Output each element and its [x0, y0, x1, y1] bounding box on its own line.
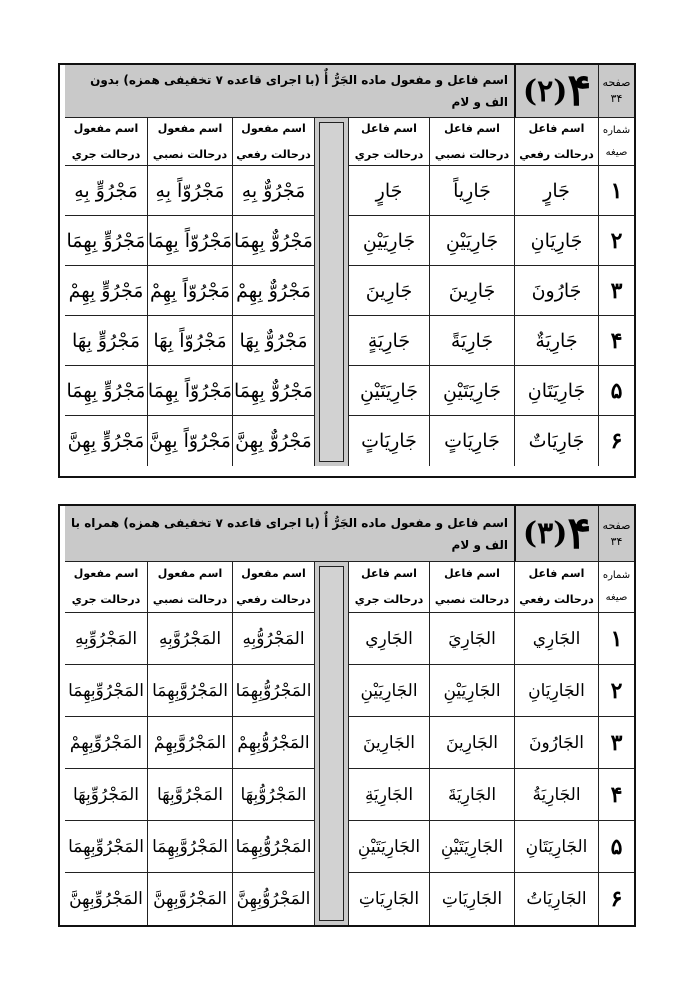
word-form: المَجْرُوِّبِهِمَا — [65, 821, 147, 873]
word-form: الجَارِيَتَانِ — [514, 821, 598, 873]
row-number: ۶ — [598, 873, 634, 925]
column-header — [348, 118, 429, 166]
word-form: المَجْرُوِّبِهِمْ — [65, 717, 147, 769]
word-form: الجَارِيَاتِ — [348, 873, 429, 925]
badge-main: ۴ — [567, 507, 592, 559]
column-header-line1: اسم مفعول — [157, 567, 223, 580]
word-form: جَارِياً — [429, 166, 514, 216]
word-form: الجَارِيَةَ — [429, 769, 514, 821]
column-header — [514, 118, 598, 166]
word-form: مَجْرُوٌّ بِهِ — [232, 166, 314, 216]
word-form: جَارِينَ — [348, 266, 429, 316]
column-header — [348, 562, 429, 613]
word-form: مَجْرُوٍّ بِهِمَا — [65, 216, 147, 266]
word-form: جَارِيَيْنِ — [429, 216, 514, 266]
column-header — [147, 562, 232, 613]
word-form: الجَارِينَ — [348, 717, 429, 769]
column-header — [65, 118, 147, 166]
word-form: مَجْرُوٍّ بِهِ — [65, 166, 147, 216]
word-form: الجَارِي — [348, 613, 429, 665]
page-label: صفحه — [602, 518, 631, 532]
column-header — [65, 562, 147, 613]
column-header-line1: اسم فاعل — [528, 121, 585, 135]
column-header-line2: درحالت نصبي — [152, 593, 228, 606]
word-form: المَجْرُوِّبِهَا — [65, 769, 147, 821]
word-form: المَجْرُوِّبِهِمَا — [65, 665, 147, 717]
word-form: جَارِيَتَانِ — [514, 366, 598, 416]
column-header-line2: صیغه — [605, 146, 628, 158]
word-form: الجَارِينَ — [429, 717, 514, 769]
page-number: ۳۴ — [610, 92, 623, 105]
column-header — [232, 118, 314, 166]
word-form: جَارِينَ — [429, 266, 514, 316]
column-header-line1: اسم مفعول — [241, 121, 306, 135]
word-form: المَجْرُوَّبِهِ — [147, 613, 232, 665]
word-form: جَارٍ — [514, 166, 598, 216]
word-form: مَجْرُوّاً بِهِمَا — [147, 216, 232, 266]
column-divider-inner — [319, 566, 344, 921]
word-form: الجَارِيَيْنِ — [429, 665, 514, 717]
badge-main: ۴ — [567, 65, 592, 116]
word-form: مَجْرُوٌّ بِهِنَّ — [232, 416, 314, 466]
column-header-line1: اسم فاعل — [528, 567, 585, 580]
page-number: ۳۴ — [610, 534, 623, 548]
word-form: جَارِيَيْنِ — [348, 216, 429, 266]
word-form: مَجْرُوٌّ بِهِمَا — [232, 366, 314, 416]
row-number: ۲ — [598, 665, 634, 717]
word-form: جَارِيَاتٍ — [429, 416, 514, 466]
word-form: الجَارُونَ — [514, 717, 598, 769]
conjugation-table-with-al — [58, 504, 636, 927]
word-form: مَجْرُوٌّ بِهَا — [232, 316, 314, 366]
table-title-text: اسم فاعل و مفعول ماده الجَرُّ أٌ (با اجرای قاعده ۷ تخفیفی همزه) همراه با الف و لام — [71, 515, 508, 552]
word-form: مَجْرُوٌّ بِهِمْ — [232, 266, 314, 316]
row-number: ۴ — [598, 316, 634, 366]
word-form: جَارُونَ — [514, 266, 598, 316]
column-header — [232, 562, 314, 613]
word-form: مَجْرُوّاً بِهِ — [147, 166, 232, 216]
row-number: ۵ — [598, 821, 634, 873]
column-header-line1: اسم مفعول — [73, 567, 139, 580]
word-form: جَارٍ — [348, 166, 429, 216]
column-header-line1: اسم مفعول — [157, 121, 223, 135]
row-number: ۴ — [598, 769, 634, 821]
word-form: مَجْرُوّاً بِهَا — [147, 316, 232, 366]
word-form: المَجْرُوَّبِهِمْ — [147, 717, 232, 769]
word-form: جَارِيَاتٍ — [348, 416, 429, 466]
column-header-line2: درحالت رفعي — [236, 593, 311, 606]
word-form: الجَارِيَةُ — [514, 769, 598, 821]
word-form: مَجْرُوٌّ بِهِمَا — [232, 216, 314, 266]
column-divider — [314, 562, 348, 925]
column-header-line2: صیغه — [605, 592, 628, 603]
column-header-line2: درحالت جري — [71, 147, 141, 161]
column-header-line1: شماره — [602, 124, 631, 136]
column-header-line2: درحالت رفعي — [519, 593, 594, 606]
word-form: الجَارِيَ — [429, 613, 514, 665]
conjugation-table-no-al — [58, 63, 636, 478]
word-form: مَجْرُوٍّ بِهِمْ — [65, 266, 147, 316]
word-form: المَجْرُوُّبِهِمْ — [232, 717, 314, 769]
row-number: ۱ — [598, 166, 634, 216]
word-form: المَجْرُوِّبِهِ — [65, 613, 147, 665]
column-header-line1: اسم فاعل — [361, 121, 417, 135]
word-form: جَارِيَاتٌ — [514, 416, 598, 466]
column-header-line2: درحالت نصبي — [434, 593, 510, 606]
word-form: مَجْرُوٍّ بِهِمَا — [65, 366, 147, 416]
row-number: ۲ — [598, 216, 634, 266]
page-label-cell — [598, 65, 634, 118]
row-number: ۵ — [598, 366, 634, 416]
word-form: المَجْرُوُّبِهِنَّ — [232, 873, 314, 925]
word-form: المَجْرُوُّبِهِمَا — [232, 821, 314, 873]
word-form: جَارِيَةً — [429, 316, 514, 366]
column-header — [147, 118, 232, 166]
word-form: المَجْرُوُّبِهَا — [232, 769, 314, 821]
word-form: جَارِيَةٍ — [348, 316, 429, 366]
page-label-cell — [598, 506, 634, 562]
word-form: جَارِيَتَيْنِ — [348, 366, 429, 416]
column-header-line1: اسم فاعل — [361, 567, 417, 580]
word-form: الجَارِيَانِ — [514, 665, 598, 717]
column-header-line2: درحالت جري — [354, 593, 424, 606]
table-number-badge — [514, 65, 598, 118]
table-title — [65, 506, 514, 562]
word-form: الجَارِيَاتُ — [514, 873, 598, 925]
word-form: الجَارِيَةِ — [348, 769, 429, 821]
column-header-line2: درحالت رفعي — [236, 147, 311, 161]
table-title — [65, 65, 514, 118]
column-header — [429, 118, 514, 166]
page-label: صفحه — [602, 76, 631, 89]
word-form: مَجْرُوّاً بِهِمَا — [147, 366, 232, 416]
table-title-text: اسم فاعل و مفعول ماده الجَرُّ أٌ (با اجرای قاعده ۷ تخفیفی همزه) بدون الف و لام — [90, 73, 508, 109]
row-number: ۶ — [598, 416, 634, 466]
word-form: المَجْرُوُّبِهِ — [232, 613, 314, 665]
word-form: جَارِيَتَيْنِ — [429, 366, 514, 416]
column-header-line2: درحالت رفعي — [519, 147, 594, 161]
row-number: ۳ — [598, 717, 634, 769]
word-form: الجَارِي — [514, 613, 598, 665]
row-number: ۳ — [598, 266, 634, 316]
column-header-line2: درحالت جري — [71, 593, 141, 606]
word-form: المَجْرُوَّبِهِمَا — [147, 665, 232, 717]
word-form: الجَارِيَتَيْنِ — [429, 821, 514, 873]
word-form: جَارِيَةٌ — [514, 316, 598, 366]
column-header-number — [598, 118, 634, 166]
word-form: المَجْرُوُّبِهِمَا — [232, 665, 314, 717]
word-form: الجَارِيَيْنِ — [348, 665, 429, 717]
column-divider — [314, 118, 348, 466]
column-header-line2: درحالت نصبي — [152, 147, 228, 161]
column-header-line1: اسم فاعل — [444, 567, 500, 580]
word-form: مَجْرُوّاً بِهِنَّ — [147, 416, 232, 466]
column-header-line1: شماره — [602, 570, 631, 581]
word-form: المَجْرُوَّبِهَا — [147, 769, 232, 821]
word-form: الجَارِيَتَيْنِ — [348, 821, 429, 873]
column-header-line1: اسم مفعول — [241, 567, 306, 580]
word-form: جَارِيَانِ — [514, 216, 598, 266]
badge-sub: (۲) — [522, 73, 568, 109]
row-number: ۱ — [598, 613, 634, 665]
word-form: الجَارِيَاتِ — [429, 873, 514, 925]
column-header-number — [598, 562, 634, 613]
column-header — [514, 562, 598, 613]
word-form: مَجْرُوٍّ بِهَا — [65, 316, 147, 366]
word-form: المَجْرُوِّبِهِنَّ — [69, 889, 143, 909]
column-header-line1: اسم مفعول — [73, 121, 139, 135]
word-form: مَجْرُوٍّ بِهِنَّ — [67, 430, 145, 452]
table-number-badge — [514, 506, 598, 562]
column-divider-inner — [319, 122, 344, 462]
column-header-line2: درحالت جري — [354, 147, 424, 161]
word-form: المَجْرُوَّبِهِنَّ — [147, 873, 232, 925]
word-form: المَجْرُوَّبِهِمَا — [147, 821, 232, 873]
column-header — [429, 562, 514, 613]
column-header-line1: اسم فاعل — [444, 121, 500, 135]
word-form: مَجْرُوّاً بِهِمْ — [147, 266, 232, 316]
column-header-line2: درحالت نصبي — [434, 147, 510, 161]
badge-sub: (۳) — [522, 516, 568, 551]
